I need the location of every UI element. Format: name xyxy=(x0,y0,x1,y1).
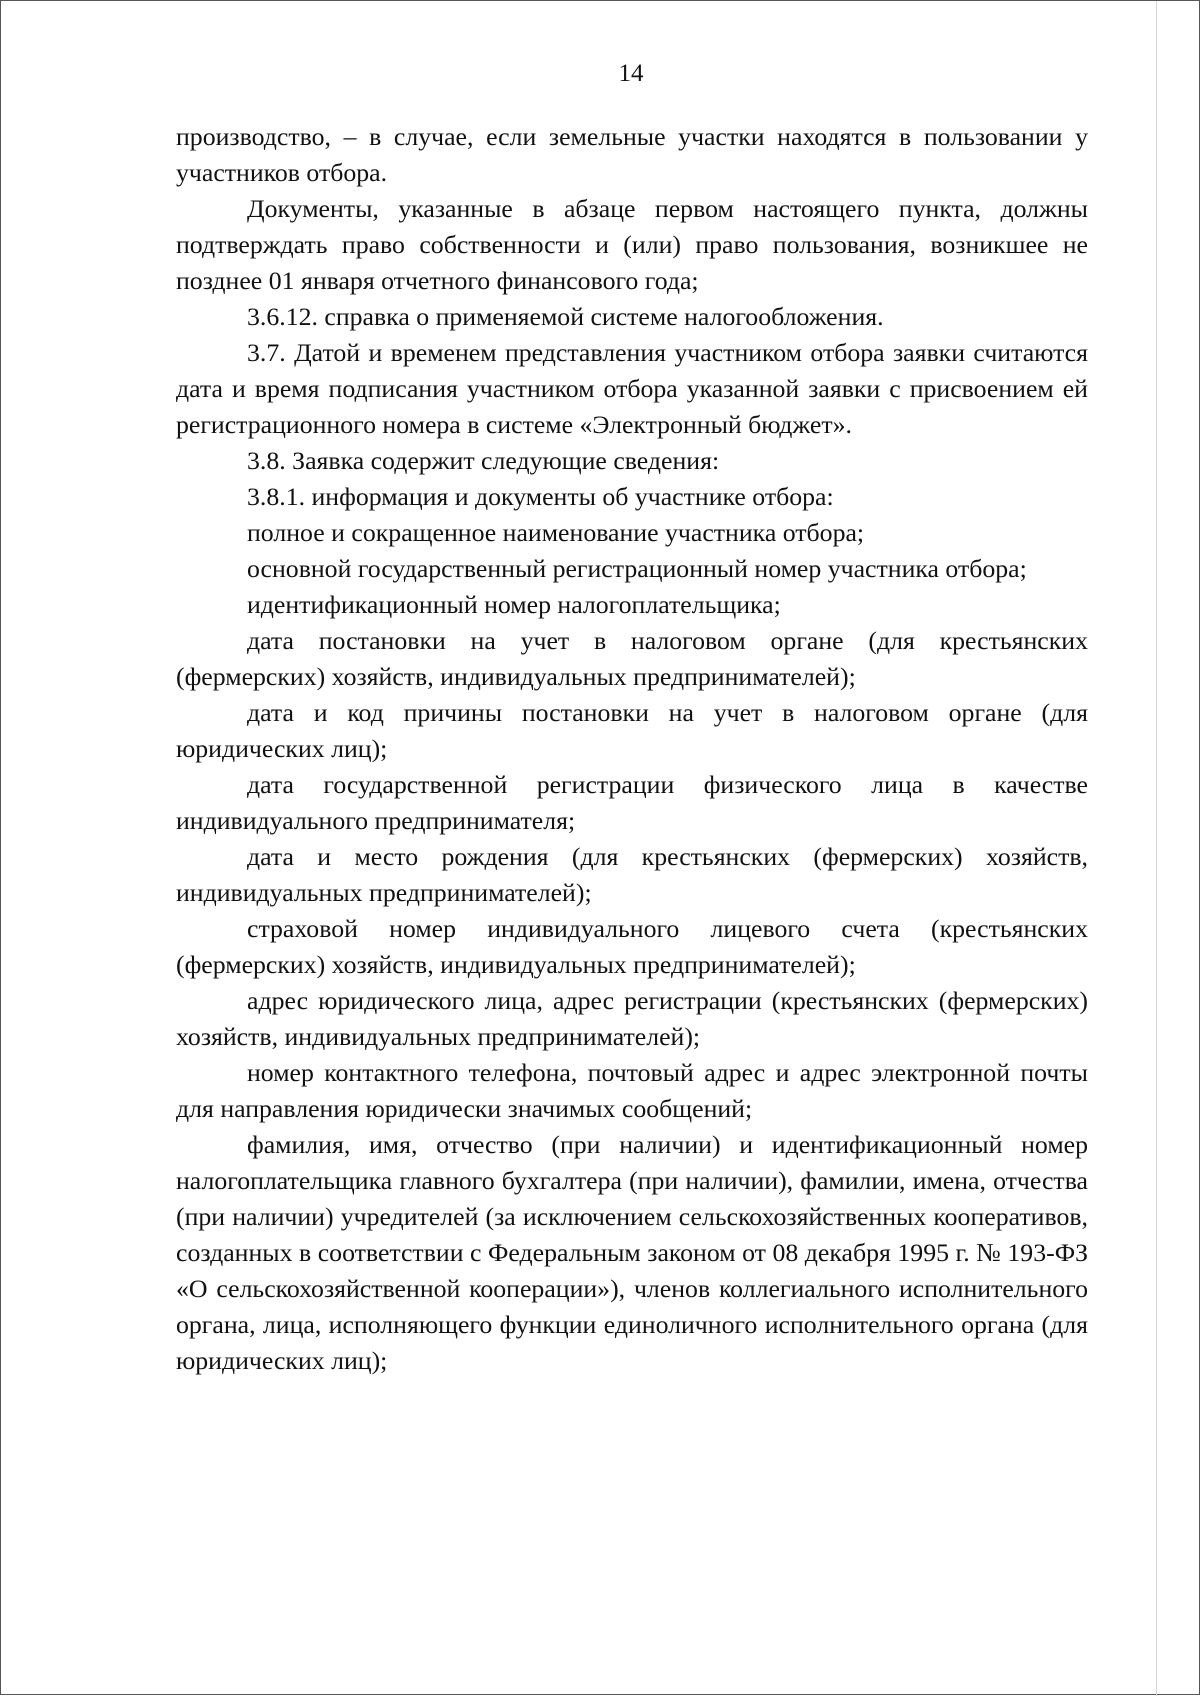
paragraph: адрес юридического лица, адрес регистрации (крестьянских (фермерских) хозяйств, индивидуальных предпринимателей); xyxy=(176,986,1088,1051)
paragraph: страховой номер индивидуального лицевого счета (крестьянских (фермерских) хозяйств, индивидуальных предпринимателей); xyxy=(176,914,1088,979)
paragraph: дата постановки на учет в налоговом органе (для крестьянских (фермерских) хозяйств, индивидуальных предпринимателей); xyxy=(176,626,1088,691)
scan-artifact-line xyxy=(1156,1,1157,1696)
paragraph: номер контактного телефона, почтовый адрес и адрес электронной почты для направления юридически значимых сообщений; xyxy=(176,1058,1088,1123)
paragraph: идентификационный номер налогоплательщика; xyxy=(247,590,781,619)
page-number: 14 xyxy=(618,60,644,87)
paragraph: 3.8.1. информация и документы об участнике отбора: xyxy=(247,482,834,511)
paragraph: Документы, указанные в абзаце первом настоящего пункта, должны подтверждать право собственности и (или) право пользования, возникшее не позднее 01 января отчетного финансового года; xyxy=(176,194,1088,295)
paragraph: 3.7. Датой и временем представления участником отбора заявки считаются дата и время подписания участником отбора указанной заявки с присвоением ей регистрационного номера в системе «Электронный бюджет». xyxy=(176,338,1088,439)
paragraph: дата и место рождения (для крестьянских (фермерских) хозяйств, индивидуальных предпринимателей); xyxy=(176,842,1088,907)
paragraph: основной государственный регистрационный номер участника отбора; xyxy=(247,554,1027,583)
paragraph: производство, – в случае, если земельные участки находятся в пользовании у участников отбора. xyxy=(176,122,1088,187)
paragraph: полное и сокращенное наименование участника отбора; xyxy=(247,518,865,547)
paragraph: 3.6.12. справка о применяемой системе налогообложения. xyxy=(247,302,884,331)
paragraph: дата государственной регистрации физического лица в качестве индивидуального предпринимателя; xyxy=(176,770,1088,835)
document-body xyxy=(176,119,1088,1379)
paragraph: 3.8. Заявка содержит следующие сведения: xyxy=(247,446,720,475)
paragraph: дата и код причины постановки на учет в налоговом органе (для юридических лиц); xyxy=(176,698,1088,763)
paragraph: фамилия, имя, отчество (при наличии) и идентификационный номер налогоплательщика главного бухгалтера (при наличии), фамилии, имена, отчества (при наличии) учредителей (за исключением сельскохозяйственных кооперативов, созданных в соответствии с Федеральным законом от 08 декабря 1995 г. № 193-ФЗ «О сельскохозяйственной кооперации»), членов коллегиального исполнительного органа, лица, исполняющего функции единоличного исполнительного органа (для юридических лиц); xyxy=(176,1130,1088,1375)
